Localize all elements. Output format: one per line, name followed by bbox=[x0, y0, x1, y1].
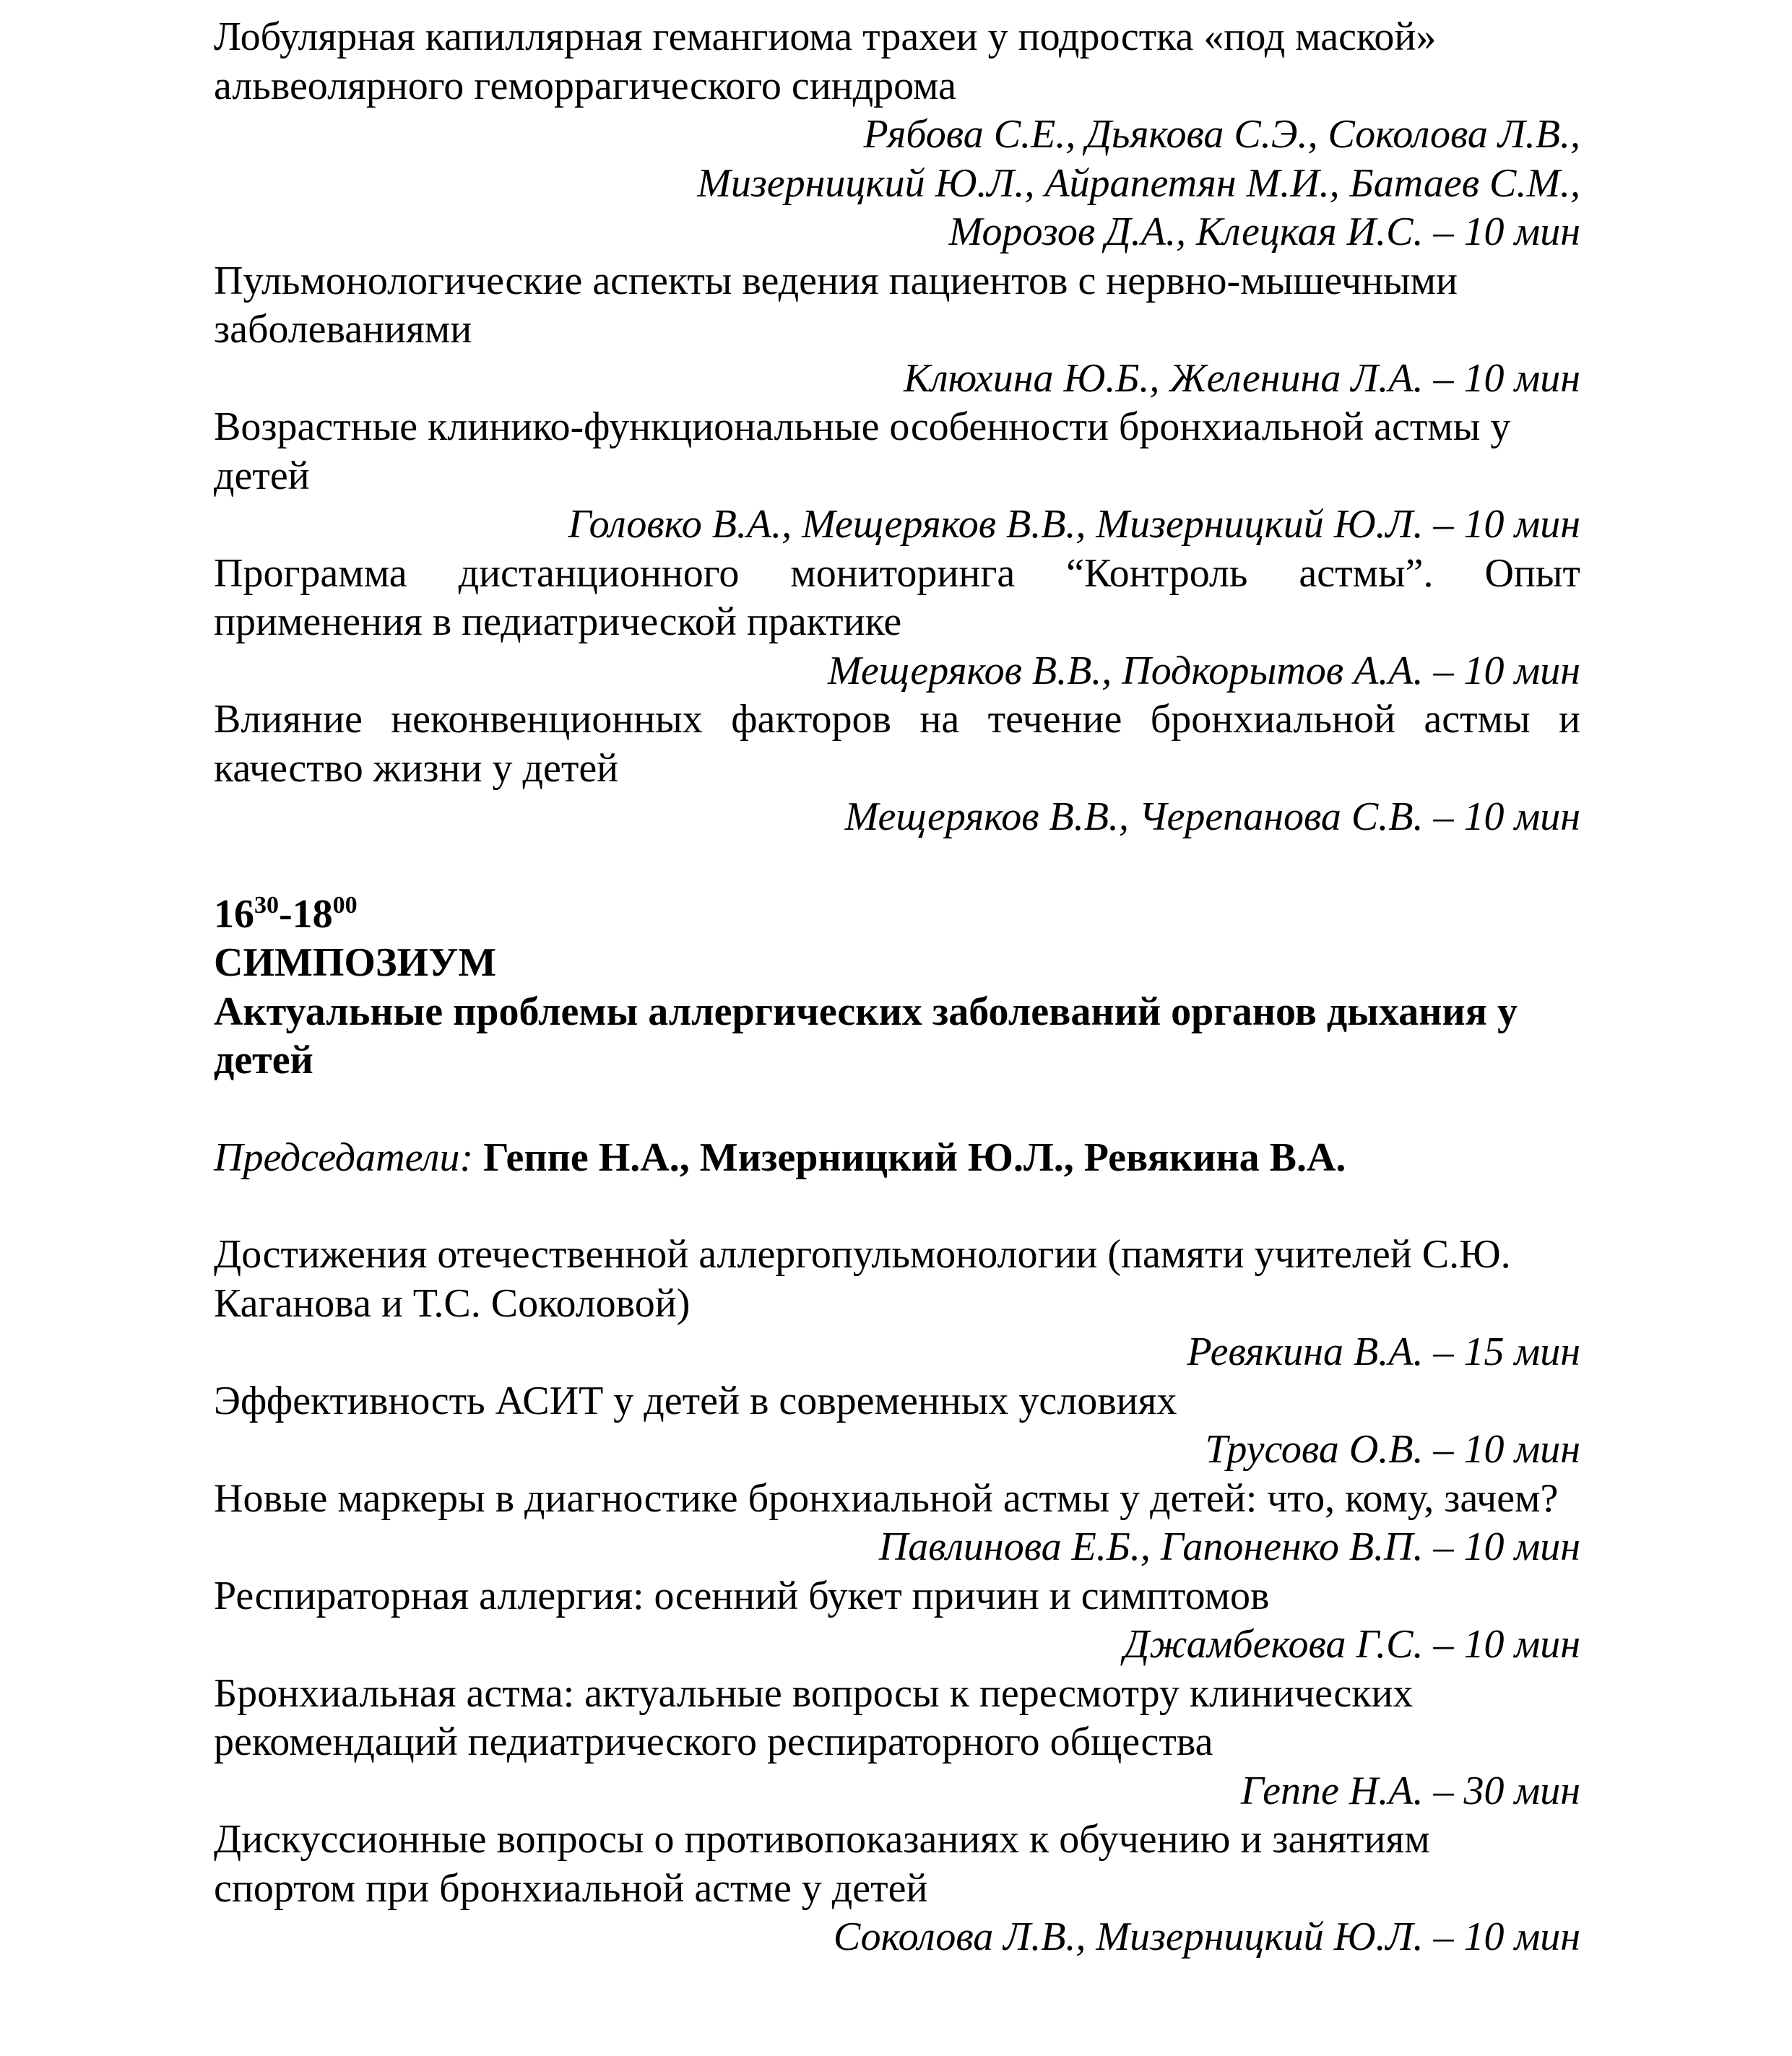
talk-title: Бронхиальная астма: актуальные вопросы к пересмотру клинических рекомендаций педиатрического респираторного общества bbox=[214, 1670, 1414, 1764]
talk-authors-line: Мещеряков В.В., Черепанова С.В. – 10 мин bbox=[844, 794, 1580, 839]
talk-authors bbox=[214, 1426, 1580, 1475]
talk-authors bbox=[214, 355, 1580, 404]
talk-title: Новые маркеры в диагностике бронхиальной астмы у детей: что, кому, зачем? bbox=[214, 1475, 1559, 1521]
talk-authors-line: Мещеряков В.В., Подкорытов А.А. – 10 мин bbox=[827, 648, 1580, 693]
talk-item bbox=[214, 550, 1580, 696]
talk-authors bbox=[214, 793, 1580, 842]
time-start-minutes: 30 bbox=[254, 891, 279, 919]
talk-title: Возрастные клинико-функциональные особенности бронхиальной астмы у детей bbox=[214, 404, 1511, 498]
talk-authors bbox=[214, 500, 1580, 550]
talk-item bbox=[214, 1377, 1580, 1475]
talk-authors bbox=[214, 1913, 1580, 1962]
talk-authors-line: Джамбекова Г.С. – 10 мин bbox=[1123, 1622, 1580, 1667]
talk-authors bbox=[214, 1523, 1580, 1572]
talk-authors bbox=[214, 647, 1580, 696]
talk-item bbox=[214, 1816, 1580, 1962]
time-end-hour: 18 bbox=[292, 891, 333, 937]
talk-authors-line: Трусова О.В. – 10 мин bbox=[1205, 1427, 1580, 1472]
time-separator: - bbox=[279, 891, 293, 937]
talk-authors bbox=[214, 110, 1580, 257]
chairs-label: Председатели: bbox=[214, 1135, 474, 1180]
talk-item bbox=[214, 1475, 1580, 1572]
session-time bbox=[214, 890, 1580, 940]
talk-authors bbox=[214, 1621, 1580, 1670]
talk-authors-line: Соколова Л.В., Мизерницкий Ю.Л. – 10 мин bbox=[833, 1914, 1580, 1959]
talk-item bbox=[214, 1572, 1580, 1670]
talk-title: Эффективность АСИТ у детей в современных условиях bbox=[214, 1378, 1177, 1423]
talk-authors-line: Ревякина В.А. – 15 мин bbox=[1187, 1330, 1580, 1374]
chairs-names: Геппе Н.А., Мизерницкий Ю.Л., Ревякина В.А. bbox=[483, 1135, 1346, 1180]
talk-item bbox=[214, 1670, 1580, 1816]
talk-authors-line: Геппе Н.А. – 30 мин bbox=[1240, 1768, 1580, 1813]
talk-authors bbox=[214, 1328, 1580, 1377]
talk-title: Программа дистанционного мониторинга “Контроль астмы”. Опыт применения в педиатрической практике bbox=[214, 550, 1580, 644]
talk-item bbox=[214, 403, 1580, 550]
session-chairs bbox=[214, 1134, 1580, 1183]
talk-title: Лобулярная капиллярная гемангиома трахеи у подростка «под маской» альвеолярного геморрагического синдрома bbox=[214, 14, 1437, 108]
talk-item bbox=[214, 257, 1580, 404]
talk-authors-line: Клюхина Ю.Б., Желенина Л.А. – 10 мин bbox=[904, 355, 1580, 401]
talk-item bbox=[214, 13, 1580, 257]
talk-item bbox=[214, 695, 1580, 842]
talk-title: Пульмонологические аспекты ведения пациентов с нервно-мышечными заболеваниями bbox=[214, 258, 1458, 352]
talk-authors-line: Морозов Д.А., Клецкая И.С. – 10 мин bbox=[948, 209, 1580, 254]
talk-authors-line: Павлинова Е.Б., Гапоненко В.П. – 10 мин bbox=[878, 1524, 1580, 1569]
talk-authors-line: Рябова С.Е., Дьякова С.Э., Соколова Л.В., bbox=[863, 112, 1580, 157]
talk-title: Дискуссионные вопросы о противопоказаниях к обучению и занятиям спортом при бронхиальной астме у детей bbox=[214, 1817, 1430, 1911]
session-type: СИМПОЗИУМ bbox=[214, 940, 497, 985]
talk-authors bbox=[214, 1767, 1580, 1816]
talk-item bbox=[214, 1231, 1580, 1377]
session-header bbox=[214, 890, 1580, 1085]
talk-authors-line: Мизерницкий Ю.Л., Айрапетян М.И., Батаев С.М., bbox=[697, 160, 1580, 206]
time-end-minutes: 00 bbox=[332, 891, 358, 919]
program-page bbox=[214, 13, 1580, 1962]
talk-title: Влияние неконвенционных факторов на течение бронхиальной астмы и качество жизни у детей bbox=[214, 697, 1580, 791]
time-start-hour: 16 bbox=[214, 891, 254, 937]
talk-title: Респираторная аллергия: осенний букет причин и симптомов bbox=[214, 1573, 1270, 1618]
talk-title: Достижения отечественной аллергопульмонологии (памяти учителей С.Ю. Каганова и Т.С. Соколовой) bbox=[214, 1232, 1511, 1326]
talk-authors-line: Головко В.А., Мещеряков В.В., Мизерницкий Ю.Л. – 10 мин bbox=[568, 502, 1580, 547]
session-title: Актуальные проблемы аллергических заболеваний органов дыхания у детей bbox=[214, 989, 1518, 1083]
